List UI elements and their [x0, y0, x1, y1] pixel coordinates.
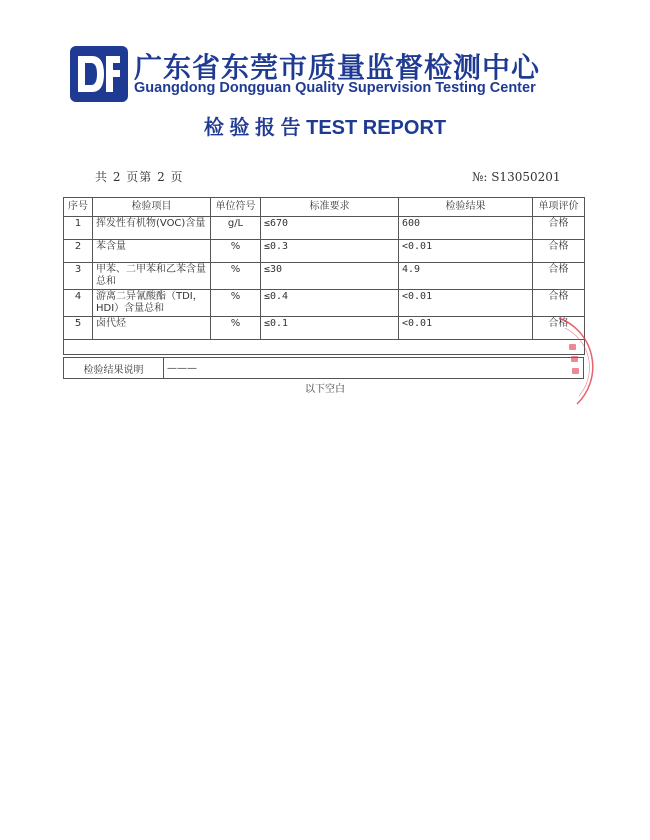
cell-requirement: ≤0.3: [261, 240, 399, 263]
cell-evaluation: 合格: [533, 240, 585, 263]
cell-item: 挥发性有机物(VOC)含量: [93, 217, 211, 240]
cell-no: 2: [64, 240, 93, 263]
cell-item: 卤代烃: [93, 317, 211, 340]
cell-requirement: ≤0.4: [261, 290, 399, 317]
col-header-item: 检验项目: [93, 198, 211, 217]
org-logo-icon: [70, 46, 128, 102]
cell-result: 600: [399, 217, 533, 240]
cell-evaluation: 合格: [533, 290, 585, 317]
report-header: [70, 44, 570, 104]
col-header-requirement: 标准要求: [261, 198, 399, 217]
conclusion-label: 检验结果说明: [64, 358, 164, 379]
page-info: 共 2 页第 2 页: [95, 170, 184, 184]
conclusion-value: ———: [164, 358, 584, 379]
cell-requirement: ≤30: [261, 263, 399, 290]
cell-evaluation: 合格: [533, 317, 585, 340]
cell-unit: %: [211, 290, 261, 317]
table-row: [64, 290, 585, 317]
cell-result: 4.9: [399, 263, 533, 290]
report-number: №: S13050201: [472, 170, 561, 184]
table-row: [64, 240, 585, 263]
cell-no: 3: [64, 263, 93, 290]
cell-unit: %: [211, 317, 261, 340]
org-name-en: Guangdong Dongguan Quality Supervision Testing Center: [134, 80, 536, 96]
cell-item: 游离二异氰酸酯（TDI，HDI）含量总和: [93, 290, 211, 317]
conclusion-row: [64, 358, 584, 379]
cell-no: 5: [64, 317, 93, 340]
table-row: [64, 317, 585, 340]
table-row: [64, 263, 585, 290]
cell-no: 1: [64, 217, 93, 240]
cell-unit: %: [211, 240, 261, 263]
cell-no: 4: [64, 290, 93, 317]
cell-requirement: ≤670: [261, 217, 399, 240]
col-header-no: 序号: [64, 198, 93, 217]
table-row: [64, 217, 585, 240]
col-header-result: 检验结果: [399, 198, 533, 217]
cell-result: <0.01: [399, 240, 533, 263]
cell-result: <0.01: [399, 317, 533, 340]
table-spacer-row: [64, 340, 585, 355]
blank-below-note: 以下空白: [305, 384, 345, 395]
official-seal-stamp: [555, 300, 615, 410]
conclusion-table: [63, 357, 584, 379]
cell-requirement: ≤0.1: [261, 317, 399, 340]
report-title: 检 验 报 告 TEST REPORT: [203, 117, 447, 139]
cell-unit: g/L: [211, 217, 261, 240]
cell-evaluation: 合格: [533, 217, 585, 240]
cell-unit: %: [211, 263, 261, 290]
cell-item: 苯含量: [93, 240, 211, 263]
table-header-row: [64, 198, 585, 217]
col-header-unit: 单位符号: [211, 198, 261, 217]
cell-result: <0.01: [399, 290, 533, 317]
org-name-cn: 广东省东莞市质量监督检测中心: [134, 51, 541, 84]
cell-item: 甲苯、二甲苯和乙苯含量总和: [93, 263, 211, 290]
col-header-evaluation: 单项评价: [533, 198, 585, 217]
results-table: [63, 197, 585, 355]
cell-evaluation: 合格: [533, 263, 585, 290]
